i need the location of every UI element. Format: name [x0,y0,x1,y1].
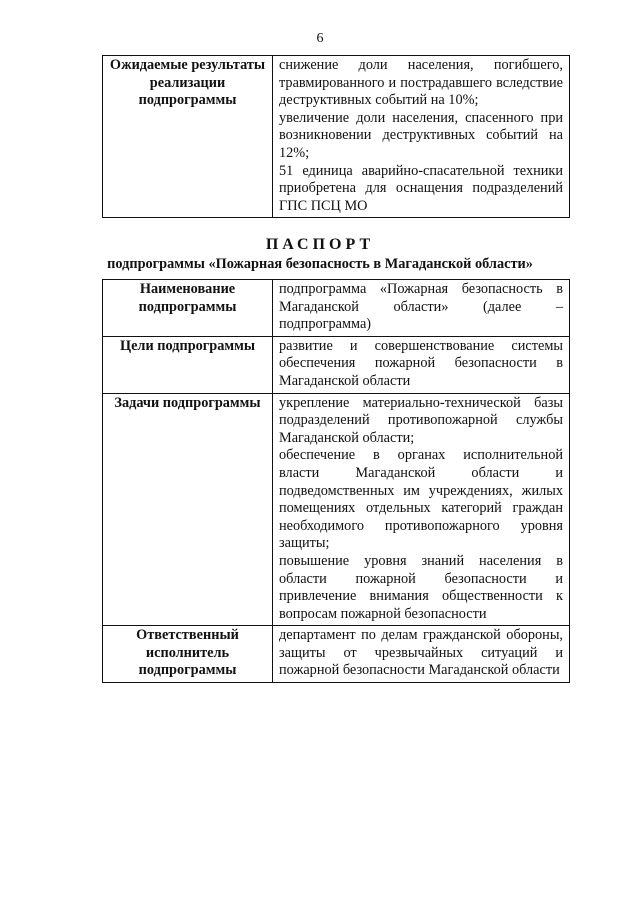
row-content [273,56,570,218]
row-content [273,393,570,626]
list-item: департамент по делам гражданской обороны, защиты от чрезвычайных ситуаций и пожарной безопасности Магаданской области [279,627,563,679]
list-item: обеспечение в органах исполнительной власти Магаданской области и подведомственных им учреждениях, жилых помещениях отдельных категорий граждан необходимого противопожарного уровня защиты; [279,447,563,552]
list-item: увеличение доли населения, спасенного при возникновении деструктивных событий на 12%; [279,109,563,161]
passport-subtitle: подпрограммы «Пожарная безопасность в Магаданской области» [107,256,533,272]
row-content [273,626,570,683]
list-item: снижение доли населения, погибшего, травмированного и пострадавшего вследствие деструктивных событий на 10%; [279,57,563,109]
list-item: 51 единица аварийно-спасательной техники приобретена для оснащения подразделений ГПС ПСЦ МО [279,162,563,214]
table-row [103,56,570,218]
row-label: Задачи подпрограммы [103,393,273,626]
expected-results-table [102,55,570,218]
passport-table [102,279,570,683]
row-label: Цели подпрограммы [103,336,273,393]
row-label: Наименование подпрограммы [103,280,273,337]
row-label: Ожидаемые результаты реализации подпрограммы [103,56,273,218]
list-item: укрепление материально-технической базы подразделений противопожарной службы Магаданской области; [279,394,563,446]
list-item: подпрограмма «Пожарная безопасность в Магаданской области» (далее – подпрограмма) [279,281,563,333]
list-item: развитие и совершенствование системы обеспечения пожарной безопасности в Магаданской области [279,337,563,389]
row-content [273,280,570,337]
table-row [103,336,570,393]
table-row [103,626,570,683]
table-row [103,393,570,626]
passport-title: ПАСПОРТ [265,236,375,253]
row-label: Ответственный исполнитель подпрограммы [103,626,273,683]
list-item: повышение уровня знаний населения в области пожарной безопасности и привлечение внимания общественности к вопросам пожарной безопасности [279,552,563,622]
table-row [103,280,570,337]
page-number: 6 [316,31,324,46]
row-content [273,336,570,393]
